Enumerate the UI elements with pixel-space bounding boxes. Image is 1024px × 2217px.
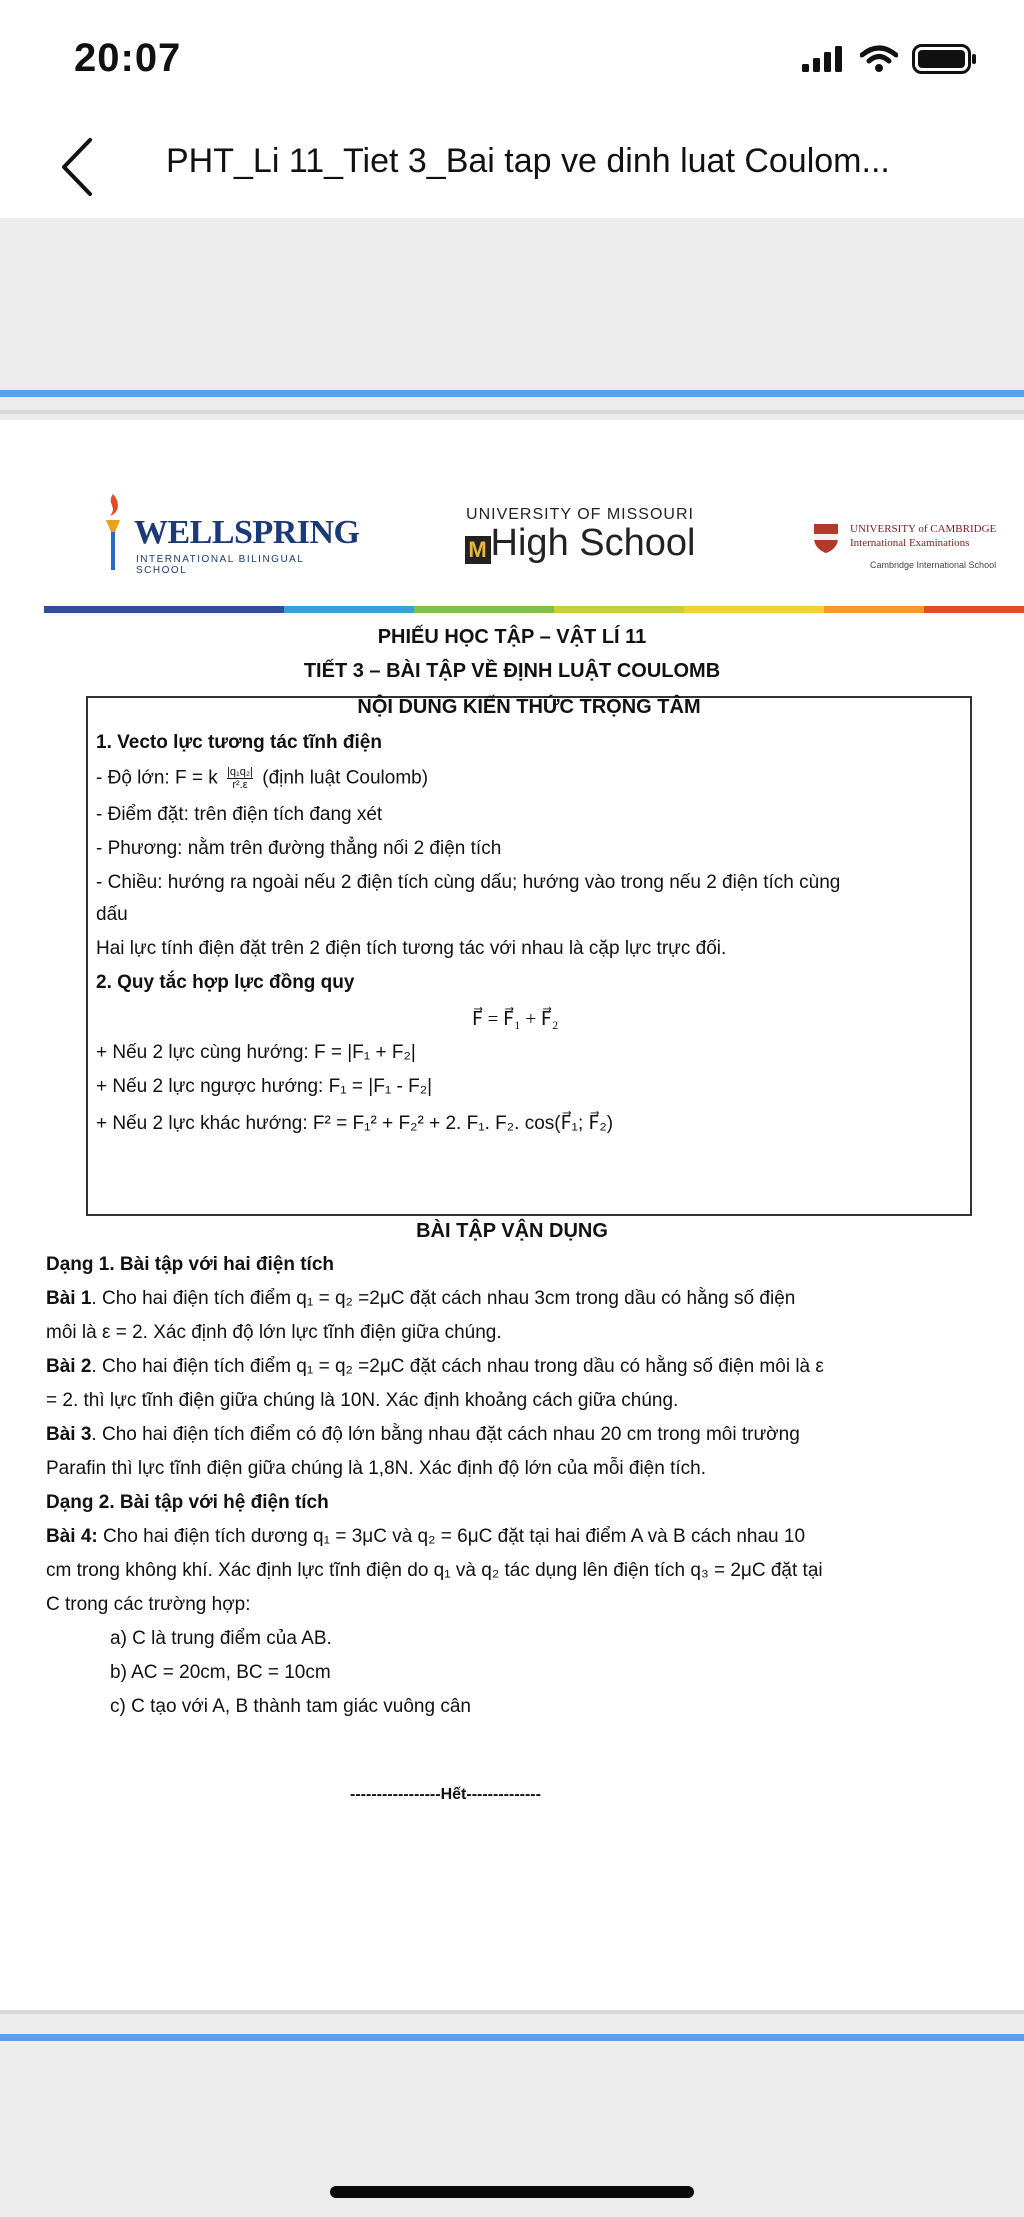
exercise-3-line-2: Parafin thì lực tĩnh điện giữa chúng là 1,8N. Xác định độ lớn của mỗi điện tích. <box>46 1458 706 1479</box>
vector-sum-formula: F⃗ = F⃗₁ + F⃗₂ <box>472 1009 559 1030</box>
magnitude-prefix: - Độ lớn: F = k <box>96 767 218 789</box>
exercise-1-line-2: môi là ε = 2. Xác định độ lớn lực tĩnh điện giữa chúng. <box>46 1322 502 1343</box>
exercise-2-label: Bài 2 <box>46 1356 92 1377</box>
cambridge-line1: UNIVERSITY of CAMBRIDGE <box>850 523 997 535</box>
header-color-bar <box>44 606 1024 613</box>
type-2-title: Dạng 2. Bài tập với hệ điện tích <box>46 1492 329 1513</box>
torch-icon <box>98 492 128 572</box>
box-title: NỘI DUNG KIẾN THỨC TRỌNG TÂM <box>357 696 701 718</box>
point-line: - Điểm đặt: trên điện tích đang xét <box>96 804 383 825</box>
exercise-2-text: . Cho hai điện tích điểm q₁ = q₂ =2μC đặt cách nhau trong dầu có hằng số điện môi là ε <box>91 1356 824 1377</box>
cambridge-subtitle: Cambridge International School <box>870 560 997 570</box>
status-time: 20:07 <box>74 36 182 80</box>
magnitude-line <box>96 766 428 791</box>
system-icons <box>802 44 978 74</box>
fraction-numerator: |q₁q₂| <box>227 766 253 778</box>
coulomb-fraction <box>227 766 253 791</box>
sense-line-2: dấu <box>96 904 128 925</box>
exercise-4-case-b: b) AC = 20cm, BC = 10cm <box>110 1662 331 1683</box>
exercise-4-case-c: c) C tạo với A, B thành tam giác vuông cân <box>110 1696 471 1717</box>
key-knowledge-box <box>86 696 972 1216</box>
cambridge-name <box>850 522 996 550</box>
exercise-1-text: . Cho hai điện tích điểm q₁ = q₂ =2μC đặt cách nhau 3cm trong dầu có hằng số điện <box>91 1288 796 1309</box>
exercise-3-text: . Cho hai điện tích điểm có độ lớn bằng nhau đặt cách nhau 20 cm trong môi trường <box>91 1424 800 1445</box>
page-bottom-rule <box>0 2034 1024 2041</box>
different-direction-line: + Nếu 2 lực khác hướng: F² = F₁² + F₂² + 2. F₁. F₂. cos(F⃗₁; F⃗₂) <box>96 1113 614 1134</box>
navigation-bar <box>0 120 1024 218</box>
exercise-3-label: Bài 3 <box>46 1424 92 1445</box>
exercise-4-line-2: cm trong không khí. Xác định lực tĩnh điện do q₁ và q₂ tác dụng lên điện tích q₃ = 2μC đặt tại <box>46 1560 823 1581</box>
cellular-signal-icon <box>802 46 846 72</box>
end-marker: -----------------Hết-------------- <box>350 1786 541 1803</box>
wellspring-name: WELLSPRING <box>134 514 360 551</box>
exercise-4-text: Cho hai điện tích dương q₁ = 3μC và q₂ = 6μC đặt tại hai điểm A và B cách nhau 10 <box>97 1526 806 1547</box>
document-title: PHT_Li 11_Tiet 3_Bai tap ve dinh luat Coulom... <box>166 142 890 180</box>
section-2-title: 2. Quy tắc hợp lực đồng quy <box>96 972 355 993</box>
document-page[interactable] <box>0 420 1024 2010</box>
mizzou-m-icon: M <box>465 536 491 564</box>
page-top-rule <box>0 390 1024 397</box>
magnitude-suffix: (định luật Coulomb) <box>262 767 429 789</box>
exercise-2-line-2: = 2. thì lực tĩnh điện giữa chúng là 10N. Xác định khoảng cách giữa chúng. <box>46 1390 679 1411</box>
wellspring-subtitle: INTERNATIONAL BILINGUAL SCHOOL <box>136 554 305 576</box>
same-direction-line: + Nếu 2 lực cùng hướng: F = |F₁ + F₂| <box>96 1042 416 1063</box>
exercise-4-line-3: C trong các trường hợp: <box>46 1594 251 1615</box>
back-chevron-icon[interactable] <box>52 132 102 202</box>
exercise-1-label: Bài 1 <box>46 1288 92 1309</box>
direction-line: - Phương: nằm trên đường thẳng nối 2 điện tích <box>96 838 502 859</box>
lesson-title: TIẾT 3 – BÀI TẬP VỀ ĐỊNH LUẬT COULOMB <box>303 660 721 682</box>
cambridge-logo <box>812 522 1024 582</box>
missouri-main-row <box>450 524 710 564</box>
missouri-main-text: High School <box>490 522 696 564</box>
exercise-4-label: Bài 4: <box>46 1526 98 1547</box>
cambridge-shield-icon <box>812 522 840 554</box>
type-1-title: Dạng 1. Bài tập với hai điện tích <box>46 1254 335 1275</box>
fraction-denominator: r².ε <box>232 779 248 791</box>
page-bottom-divider <box>0 2010 1024 2014</box>
action-reaction-line: Hai lực tính điện đặt trên 2 điện tích tương tác với nhau là cặp lực trực đối. <box>96 938 727 959</box>
section-1-title: 1. Vecto lực tương tác tĩnh điện <box>96 732 382 753</box>
practice-title: BÀI TẬP VẬN DỤNG <box>416 1220 608 1242</box>
exercise-1-line-1 <box>46 1288 795 1310</box>
exercise-3-line-1 <box>46 1424 800 1446</box>
cambridge-line2: International Examinations <box>850 537 970 549</box>
exercise-4-case-a: a) C là trung điểm của AB. <box>110 1628 332 1649</box>
page-top-divider <box>0 410 1024 414</box>
wifi-icon <box>860 45 898 73</box>
sheet-title: PHIẾU HỌC TẬP – VẬT LÍ 11 <box>377 626 647 648</box>
opposite-direction-line: + Nếu 2 lực ngược hướng: F₁ = |F₁ - F₂| <box>96 1076 433 1097</box>
sense-line-1: - Chiều: hướng ra ngoài nếu 2 điện tích cùng dấu; hướng vào trong nếu 2 điện tích cùng <box>96 872 841 893</box>
viewer-background <box>0 218 1024 390</box>
status-bar <box>0 0 1024 120</box>
exercise-4-line-1 <box>46 1526 805 1548</box>
missouri-logo <box>450 506 710 576</box>
missouri-top-text: UNIVERSITY OF MISSOURI <box>466 506 694 523</box>
wellspring-logo <box>98 510 358 580</box>
exercise-2-line-1 <box>46 1356 824 1378</box>
home-indicator[interactable] <box>330 2186 694 2198</box>
battery-icon <box>912 44 978 74</box>
